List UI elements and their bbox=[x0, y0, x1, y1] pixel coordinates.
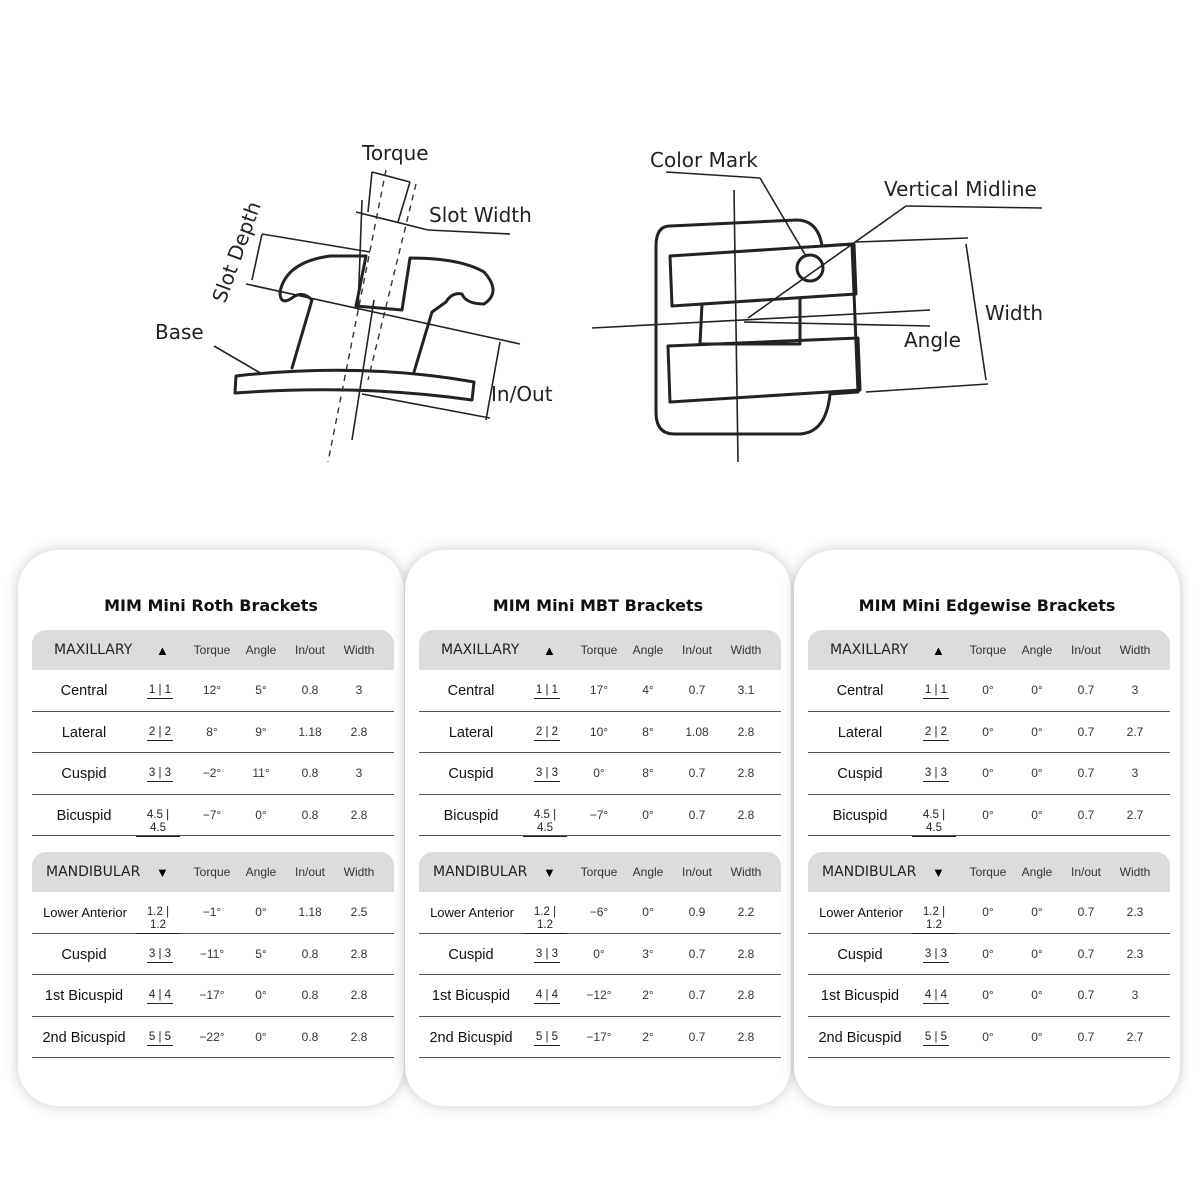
triangle-down-icon: ▼ bbox=[156, 865, 169, 880]
torque-value: −22° bbox=[199, 1029, 225, 1044]
angle-value: 0° bbox=[642, 807, 654, 822]
base-label: Base bbox=[155, 320, 204, 344]
torque-value: 0° bbox=[982, 946, 994, 961]
triangle-down-icon: ▼ bbox=[543, 865, 556, 880]
inout-value: 0.7 bbox=[1077, 724, 1095, 739]
column-header: Width bbox=[1119, 643, 1151, 657]
torque-value: −7° bbox=[589, 807, 609, 822]
inout-value: 0.7 bbox=[1077, 766, 1095, 780]
tooth-number bbox=[525, 989, 569, 1004]
table-row bbox=[32, 670, 394, 712]
top-view-bracket bbox=[656, 220, 860, 434]
torque-value: −7° bbox=[202, 807, 222, 822]
angle-value: 5° bbox=[255, 683, 267, 697]
width-value: 2.8 bbox=[737, 988, 755, 1002]
inout-value: 0.7 bbox=[688, 807, 706, 822]
maxillary-header bbox=[419, 630, 781, 670]
width-value: 2.8 bbox=[737, 807, 755, 822]
inout-value: 0.8 bbox=[301, 946, 319, 961]
tooth-number bbox=[914, 1031, 958, 1046]
torque-value: −11° bbox=[199, 946, 225, 961]
tooth-number bbox=[525, 1031, 569, 1046]
column-header: Width bbox=[730, 643, 762, 657]
tooth-number bbox=[138, 767, 182, 782]
inout-value: 0.8 bbox=[301, 683, 319, 697]
column-header: Angle bbox=[1021, 643, 1053, 657]
angle-value: 8° bbox=[642, 724, 654, 739]
column-header: Width bbox=[343, 865, 375, 879]
torque-value: 0° bbox=[982, 807, 994, 822]
inout-value: 0.7 bbox=[1077, 1029, 1095, 1044]
tooth-number-text: 4.5 | 4.5 bbox=[912, 809, 956, 837]
torque-value: 10° bbox=[589, 724, 609, 739]
tooth-number-text: 4 | 4 bbox=[923, 989, 949, 1004]
card-title: MIM Mini MBT Brackets bbox=[492, 596, 704, 615]
tooth-number bbox=[525, 767, 569, 782]
inout-value: 0.7 bbox=[688, 683, 706, 697]
width-value: 2.2 bbox=[737, 905, 755, 919]
width-label: Width bbox=[985, 301, 1044, 325]
column-header: Angle bbox=[245, 643, 277, 657]
tooth-name: 2nd Bicuspid bbox=[818, 1029, 902, 1046]
column-header: Torque bbox=[193, 865, 231, 879]
tooth-number-text: 3 | 3 bbox=[534, 948, 560, 963]
width-value: 2.8 bbox=[350, 1029, 368, 1044]
table-row bbox=[419, 795, 781, 837]
table-row bbox=[32, 934, 394, 976]
maxillary-label: MAXILLARY bbox=[441, 642, 520, 658]
angle-value: 8° bbox=[642, 766, 654, 780]
width-value: 3 bbox=[355, 683, 363, 697]
tooth-number bbox=[138, 726, 182, 741]
side-view-bracket bbox=[235, 256, 493, 400]
tooth-name: 1st Bicuspid bbox=[44, 988, 124, 1004]
tooth-name: Lower Anterior bbox=[430, 905, 514, 920]
tooth-number bbox=[914, 948, 958, 963]
width-value: 2.8 bbox=[737, 946, 755, 961]
bracket-diagrams-svg bbox=[0, 0, 1200, 520]
tooth-number-text: 5 | 5 bbox=[923, 1031, 949, 1046]
mandibular-header bbox=[419, 852, 781, 892]
width-value: 2.8 bbox=[350, 988, 368, 1002]
triangle-up-icon: ▲ bbox=[543, 643, 556, 658]
tooth-number-text: 5 | 5 bbox=[534, 1031, 560, 1046]
color-mark-label: Color Mark bbox=[650, 148, 758, 172]
table-row bbox=[32, 795, 394, 837]
tooth-name: Cuspid bbox=[61, 766, 107, 782]
angle-value: 0° bbox=[1031, 905, 1043, 919]
mandibular-section bbox=[32, 852, 394, 1058]
tooth-number bbox=[138, 684, 182, 699]
torque-label: Torque bbox=[362, 141, 429, 165]
column-header: Torque bbox=[969, 643, 1007, 657]
table-row bbox=[808, 934, 1170, 976]
inout-value: 1.18 bbox=[298, 905, 322, 919]
tooth-number-text: 1.2 | 1.2 bbox=[136, 906, 180, 934]
inout-value: 0.7 bbox=[688, 988, 706, 1002]
tooth-name: 2nd Bicuspid bbox=[429, 1029, 513, 1046]
angle-value: 2° bbox=[642, 988, 654, 1002]
column-header: Torque bbox=[969, 865, 1007, 879]
triangle-down-icon: ▼ bbox=[932, 865, 945, 880]
width-value: 3 bbox=[1131, 766, 1139, 780]
tooth-name: Central bbox=[836, 683, 884, 699]
column-header: In/out bbox=[294, 865, 326, 879]
tooth-name: Cuspid bbox=[448, 946, 494, 963]
inout-value: 0.7 bbox=[1077, 683, 1095, 697]
angle-value: 0° bbox=[1031, 1029, 1043, 1044]
table-row bbox=[32, 712, 394, 754]
table-row bbox=[419, 1017, 781, 1059]
tooth-number-text: 1 | 1 bbox=[923, 684, 949, 699]
tooth-number-text: 4 | 4 bbox=[534, 989, 560, 1004]
angle-value: 2° bbox=[642, 1029, 654, 1044]
torque-value: −6° bbox=[589, 905, 609, 919]
angle-value: 0° bbox=[1031, 807, 1043, 822]
vertical-midline-label: Vertical Midline bbox=[884, 177, 1037, 201]
bracket-card bbox=[405, 550, 791, 1106]
tooth-number bbox=[914, 989, 958, 1004]
table-row bbox=[808, 1017, 1170, 1059]
tooth-number-text: 4.5 | 4.5 bbox=[136, 809, 180, 837]
tooth-number-text: 3 | 3 bbox=[147, 767, 173, 782]
table-row bbox=[808, 975, 1170, 1017]
column-header: Width bbox=[1119, 865, 1151, 879]
tooth-number bbox=[138, 948, 182, 963]
width-value: 2.8 bbox=[350, 946, 368, 961]
table-row bbox=[32, 1017, 394, 1059]
tooth-name: Bicuspid bbox=[832, 807, 888, 824]
tooth-number-text: 4 | 4 bbox=[147, 989, 173, 1004]
angle-value: 0° bbox=[255, 1029, 267, 1044]
maxillary-section bbox=[419, 630, 781, 836]
tooth-number bbox=[136, 906, 180, 934]
width-value: 2.8 bbox=[737, 724, 755, 739]
tooth-number-text: 1 | 1 bbox=[534, 684, 560, 699]
width-value: 2.3 bbox=[1126, 905, 1144, 919]
inout-value: 0.8 bbox=[301, 807, 319, 822]
tooth-name: Cuspid bbox=[837, 766, 883, 782]
torque-value: −12° bbox=[586, 988, 612, 1002]
width-value: 2.8 bbox=[737, 766, 755, 780]
mandibular-label: MANDIBULAR bbox=[822, 864, 917, 880]
tooth-name: 1st Bicuspid bbox=[820, 988, 900, 1004]
tooth-number bbox=[138, 989, 182, 1004]
column-header: In/out bbox=[681, 865, 713, 879]
tooth-name: Cuspid bbox=[448, 766, 494, 782]
table-row bbox=[32, 753, 394, 795]
table-row bbox=[32, 892, 394, 934]
torque-value: 0° bbox=[982, 683, 994, 697]
torque-value: 17° bbox=[589, 683, 609, 697]
tooth-number-text: 2 | 2 bbox=[147, 726, 173, 741]
angle-value: 0° bbox=[255, 905, 267, 919]
inout-value: 0.7 bbox=[688, 1029, 706, 1044]
tooth-name: Lower Anterior bbox=[43, 905, 127, 920]
tooth-number-text: 1.2 | 1.2 bbox=[912, 906, 956, 934]
maxillary-label: MAXILLARY bbox=[54, 642, 133, 658]
mandibular-section bbox=[808, 852, 1170, 1058]
torque-value: 0° bbox=[982, 988, 994, 1002]
column-header: Width bbox=[343, 643, 375, 657]
column-header: In/out bbox=[1070, 865, 1102, 879]
inout-value: 0.8 bbox=[301, 1029, 319, 1044]
column-header: Angle bbox=[245, 865, 277, 879]
maxillary-header bbox=[808, 630, 1170, 670]
torque-value: 8° bbox=[206, 724, 218, 739]
torque-value: 0° bbox=[593, 946, 605, 961]
column-header: Angle bbox=[632, 643, 664, 657]
table-row bbox=[419, 712, 781, 754]
tooth-number bbox=[138, 1031, 182, 1046]
angle-value: 0° bbox=[255, 988, 267, 1002]
inout-value: 0.7 bbox=[688, 766, 706, 780]
table-row bbox=[419, 670, 781, 712]
triangle-up-icon: ▲ bbox=[156, 643, 169, 658]
tooth-number bbox=[525, 726, 569, 741]
table-row bbox=[32, 975, 394, 1017]
width-value: 2.8 bbox=[350, 807, 368, 822]
angle-value: 0° bbox=[1031, 724, 1043, 739]
width-value: 2.7 bbox=[1126, 807, 1144, 822]
card-title: MIM Mini Edgewise Brackets bbox=[858, 596, 1116, 615]
column-header: Width bbox=[730, 865, 762, 879]
width-value: 2.3 bbox=[1126, 946, 1144, 961]
inout-value: 0.8 bbox=[301, 988, 319, 1002]
tooth-name: Bicuspid bbox=[56, 807, 112, 824]
tooth-name: 1st Bicuspid bbox=[431, 988, 511, 1004]
column-header: Angle bbox=[1021, 865, 1053, 879]
table-row bbox=[419, 934, 781, 976]
tooth-number bbox=[914, 726, 958, 741]
mandibular-header bbox=[32, 852, 394, 892]
tooth-number-text: 4.5 | 4.5 bbox=[523, 809, 567, 837]
angle-value: 4° bbox=[642, 683, 654, 697]
inout-value: 1.08 bbox=[685, 724, 709, 739]
maxillary-label: MAXILLARY bbox=[830, 642, 909, 658]
table-row bbox=[808, 712, 1170, 754]
tooth-number bbox=[136, 809, 180, 837]
width-value: 3 bbox=[355, 766, 363, 780]
torque-value: −1° bbox=[202, 905, 222, 919]
maxillary-section bbox=[808, 630, 1170, 836]
tooth-number bbox=[914, 767, 958, 782]
angle-value: 0° bbox=[1031, 683, 1043, 697]
inout-value: 0.7 bbox=[688, 946, 706, 961]
width-value: 2.8 bbox=[737, 1029, 755, 1044]
inout-value: 0.7 bbox=[1077, 946, 1095, 961]
maxillary-section bbox=[32, 630, 394, 836]
torque-value: 0° bbox=[982, 1029, 994, 1044]
tooth-number-text: 2 | 2 bbox=[534, 726, 560, 741]
triangle-up-icon: ▲ bbox=[932, 643, 945, 658]
angle-value: 5° bbox=[255, 946, 267, 961]
angle-value: 3° bbox=[642, 946, 654, 961]
torque-value: −17° bbox=[586, 1029, 612, 1044]
slot-width-label: Slot Width bbox=[429, 203, 532, 227]
table-row bbox=[808, 753, 1170, 795]
tooth-number bbox=[914, 684, 958, 699]
tooth-number bbox=[912, 906, 956, 934]
tooth-number-text: 2 | 2 bbox=[923, 726, 949, 741]
bracket-card bbox=[18, 550, 404, 1106]
width-value: 2.7 bbox=[1126, 724, 1144, 739]
torque-value: 0° bbox=[982, 905, 994, 919]
tooth-number bbox=[525, 684, 569, 699]
table-row bbox=[808, 892, 1170, 934]
width-value: 2.8 bbox=[350, 724, 368, 739]
tooth-number-text: 5 | 5 bbox=[147, 1031, 173, 1046]
width-value: 3.1 bbox=[737, 683, 755, 697]
inout-value: 0.8 bbox=[301, 766, 319, 780]
width-value: 2.5 bbox=[350, 905, 368, 919]
tooth-number-text: 3 | 3 bbox=[923, 767, 949, 782]
angle-value: 9° bbox=[255, 724, 267, 739]
column-header: Angle bbox=[632, 865, 664, 879]
tooth-number bbox=[523, 809, 567, 837]
torque-value: 0° bbox=[593, 766, 605, 780]
tooth-number-text: 1.2 | 1.2 bbox=[523, 906, 567, 934]
table-row bbox=[419, 975, 781, 1017]
angle-value: 0° bbox=[642, 905, 654, 919]
tooth-name: Cuspid bbox=[61, 946, 107, 963]
tooth-number-text: 1 | 1 bbox=[147, 684, 173, 699]
tooth-number-text: 3 | 3 bbox=[534, 767, 560, 782]
card-title: MIM Mini Roth Brackets bbox=[104, 596, 318, 615]
inout-value: 0.7 bbox=[1077, 988, 1095, 1002]
column-header: In/out bbox=[681, 643, 713, 657]
tooth-name: Lateral bbox=[837, 724, 883, 741]
tooth-number-text: 3 | 3 bbox=[147, 948, 173, 963]
mandibular-header bbox=[808, 852, 1170, 892]
tooth-name: Cuspid bbox=[837, 946, 883, 963]
table-row bbox=[419, 892, 781, 934]
mandibular-label: MANDIBULAR bbox=[433, 864, 528, 880]
column-header: Torque bbox=[580, 865, 618, 879]
inout-value: 0.7 bbox=[1077, 905, 1095, 919]
tooth-name: Lateral bbox=[448, 724, 494, 741]
tooth-number bbox=[912, 809, 956, 837]
width-value: 3 bbox=[1131, 683, 1139, 697]
torque-value: 0° bbox=[982, 766, 994, 780]
bracket-card bbox=[794, 550, 1180, 1106]
table-row bbox=[419, 753, 781, 795]
tooth-name: Lateral bbox=[61, 724, 107, 741]
tooth-name: Central bbox=[447, 683, 495, 699]
mandibular-label: MANDIBULAR bbox=[46, 864, 141, 880]
table-row bbox=[808, 670, 1170, 712]
width-value: 3 bbox=[1131, 988, 1139, 1002]
torque-value: 12° bbox=[202, 683, 222, 697]
in-out-label: In/Out bbox=[491, 382, 553, 406]
tooth-number-text: 3 | 3 bbox=[923, 948, 949, 963]
column-header: Torque bbox=[193, 643, 231, 657]
tooth-number bbox=[523, 906, 567, 934]
column-header: Torque bbox=[580, 643, 618, 657]
tooth-name: Bicuspid bbox=[443, 807, 499, 824]
column-header: In/out bbox=[294, 643, 326, 657]
mandibular-section bbox=[419, 852, 781, 1058]
table-row bbox=[808, 795, 1170, 837]
width-value: 2.7 bbox=[1126, 1029, 1144, 1044]
inout-value: 1.18 bbox=[298, 724, 322, 739]
column-header: In/out bbox=[1070, 643, 1102, 657]
angle-value: 11° bbox=[252, 766, 270, 780]
bracket-diagrams bbox=[0, 0, 1200, 520]
torque-value: −17° bbox=[199, 988, 225, 1002]
angle-label: Angle bbox=[904, 328, 961, 352]
angle-value: 0° bbox=[1031, 766, 1043, 780]
tooth-number bbox=[525, 948, 569, 963]
tooth-name: 2nd Bicuspid bbox=[42, 1029, 126, 1046]
angle-value: 0° bbox=[255, 807, 267, 822]
maxillary-header bbox=[32, 630, 394, 670]
torque-value: −2° bbox=[202, 766, 222, 780]
slot-depth-label: Slot Depth bbox=[207, 198, 266, 306]
angle-value: 0° bbox=[1031, 988, 1043, 1002]
angle-value: 0° bbox=[1031, 946, 1043, 961]
tooth-name: Central bbox=[60, 683, 108, 699]
inout-value: 0.7 bbox=[1077, 807, 1095, 822]
tooth-name: Lower Anterior bbox=[819, 905, 903, 920]
inout-value: 0.9 bbox=[688, 905, 706, 919]
torque-value: 0° bbox=[982, 724, 994, 739]
